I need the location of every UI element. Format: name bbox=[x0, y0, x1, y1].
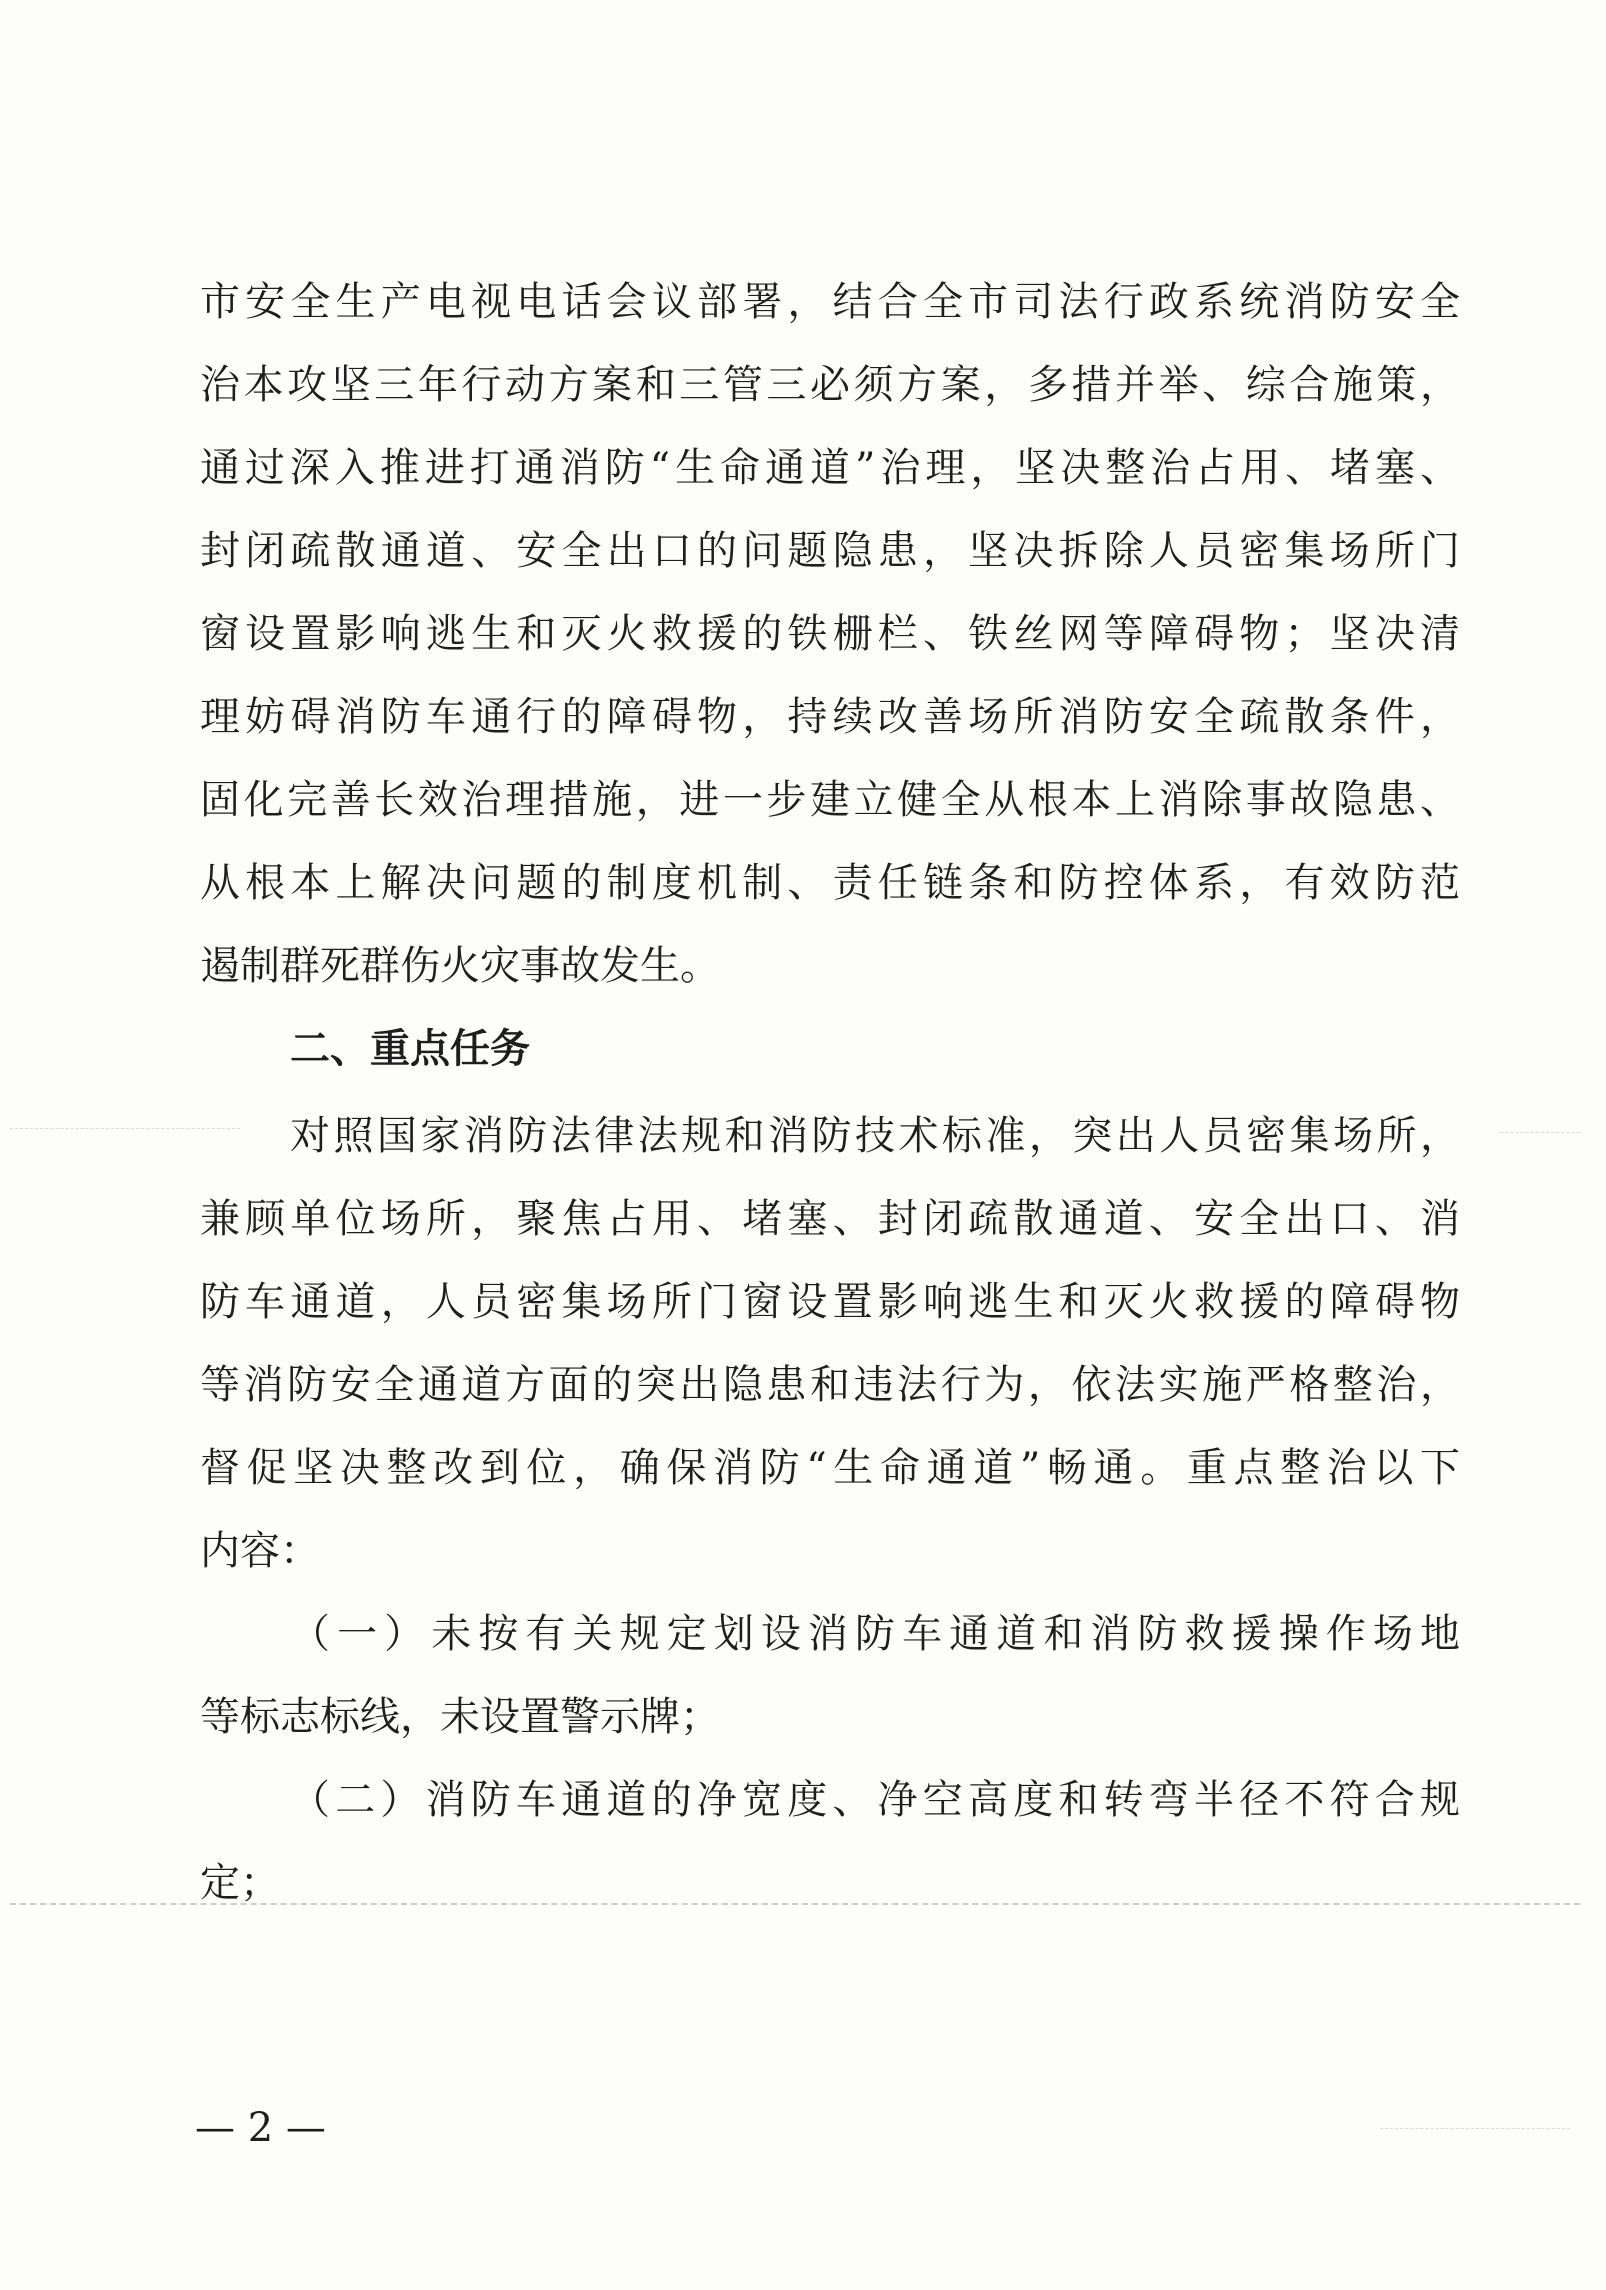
paragraph-2-line-6: 内容： bbox=[200, 1528, 320, 1574]
item-1-line-1: （一）未按有关规定划设消防车通道和消防救援操作场地 bbox=[290, 1611, 1460, 1657]
scan-artifact-line bbox=[10, 1903, 1580, 1905]
item-1-line-2: 等标志标线，未设置警示牌； bbox=[200, 1694, 720, 1740]
paragraph-2-line-1: 对照国家消防法律法规和消防技术标准，突出人员密集场所， bbox=[290, 1113, 1460, 1159]
paragraph-1-line-2: 治本攻坚三年行动方案和三管三必须方案，多措并举、综合施策， bbox=[200, 362, 1460, 408]
paragraph-1-line-7: 固化完善长效治理措施，进一步建立健全从根本上消除事故隐患、 bbox=[200, 777, 1460, 823]
scan-artifact-line bbox=[10, 1128, 240, 1129]
paragraph-1-line-4: 封闭疏散通道、安全出口的问题隐患，坚决拆除人员密集场所门 bbox=[200, 528, 1460, 574]
item-2-line-2: 定； bbox=[200, 1860, 280, 1906]
paragraph-2-line-4: 等消防安全通道方面的突出隐患和违法行为，依法实施严格整治， bbox=[200, 1362, 1460, 1408]
page-number: — 2 — bbox=[195, 2105, 326, 2151]
paragraph-1-line-5: 窗设置影响逃生和灭火救援的铁栅栏、铁丝网等障碍物；坚决清 bbox=[200, 611, 1460, 657]
paragraph-1-line-1: 市安全生产电视电话会议部署，结合全市司法行政系统消防安全 bbox=[200, 279, 1460, 325]
section-heading: 二、重点任务 bbox=[290, 1026, 530, 1072]
paragraph-1-line-9: 遏制群死群伤火灾事故发生。 bbox=[200, 943, 720, 989]
scan-artifact-line bbox=[1500, 1132, 1580, 1133]
paragraph-1-line-6: 理妨碍消防车通行的障碍物，持续改善场所消防安全疏散条件， bbox=[200, 694, 1460, 740]
paragraph-1-line-8: 从根本上解决问题的制度机制、责任链条和防控体系，有效防范 bbox=[200, 860, 1460, 906]
paragraph-2-line-5: 督促坚决整改到位，确保消防“生命通道”畅通。重点整治以下 bbox=[200, 1445, 1460, 1491]
paragraph-2-line-3: 防车通道，人员密集场所门窗设置影响逃生和灭火救援的障碍物 bbox=[200, 1279, 1460, 1325]
scan-artifact-line bbox=[1380, 2128, 1570, 2129]
paragraph-2-line-2: 兼顾单位场所，聚焦占用、堵塞、封闭疏散通道、安全出口、消 bbox=[200, 1196, 1460, 1242]
paragraph-1-line-3: 通过深入推进打通消防“生命通道”治理，坚决整治占用、堵塞、 bbox=[200, 445, 1460, 491]
item-2-line-1: （二）消防车通道的净宽度、净空高度和转弯半径不符合规 bbox=[290, 1777, 1460, 1823]
